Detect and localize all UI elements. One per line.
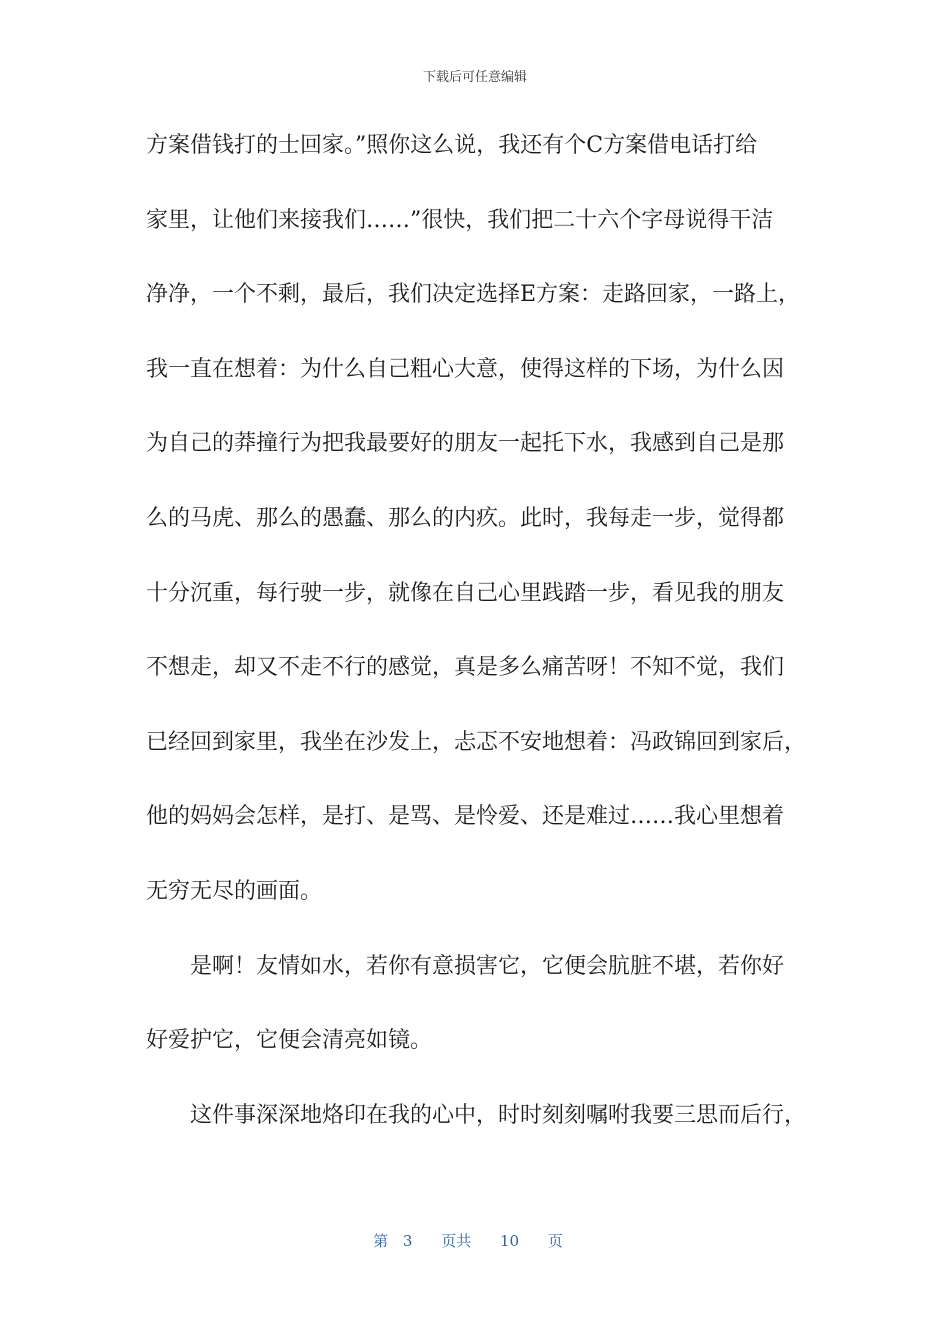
body-line: 为自己的莽撞行为把我最要好的朋友一起托下水，我感到自己是那 (146, 431, 785, 457)
page-label-mid: 页共 (441, 1232, 472, 1250)
body-line: 十分沉重，每行驶一步，就像在自己心里践踏一步，看见我的朋友 (146, 580, 785, 606)
page-label-prefix: 第 (373, 1232, 389, 1250)
body-line: 他的妈妈会怎样，是打、是骂、是怜爱、还是难过……我心里想着 (146, 804, 785, 830)
paragraph-start-line: 这件事深深地烙印在我的心中，时时刻刻嘱咐我要三思而后行， (190, 1102, 807, 1128)
paragraph-start-line: 是啊！友情如水，若你有意损害它，它便会肮脏不堪，若你好 (190, 953, 785, 979)
page-number-footer (0, 1230, 950, 1251)
body-line: 已经回到家里，我坐在沙发上，忐忑不安地想着：冯政锦回到家后， (146, 729, 807, 755)
page-current: 3 (402, 1232, 413, 1250)
document-body (146, 126, 826, 1170)
page-total: 10 (500, 1232, 520, 1250)
header-note: 下载后可任意编辑 (422, 70, 527, 85)
body-line: 我一直在想着：为什么自己粗心大意，使得这样的下场，为什么因 (146, 356, 785, 382)
body-line: 净净，一个不剩，最后，我们决定选择E方案：走路回家，一路上， (146, 282, 801, 308)
body-line: 好爱护它，它便会清亮如镜。 (146, 1028, 433, 1054)
body-line: 不想走，却又不走不行的感觉，真是多么痛苦呀！不知不觉，我们 (146, 655, 785, 681)
body-line: 无穷无尽的画面。 (146, 878, 323, 904)
page-label-suffix: 页 (547, 1232, 563, 1250)
body-line: 么的马虎、那么的愚蠢、那么的内疚。此时，我每走一步，觉得都 (146, 505, 785, 531)
body-line: 方案借钱打的士回家。”照你这么说，我还有个C方案借电话打给 (146, 133, 758, 158)
body-line: 家里，让他们来接我们……”很快，我们把二十六个字母说得干洁 (146, 207, 774, 233)
